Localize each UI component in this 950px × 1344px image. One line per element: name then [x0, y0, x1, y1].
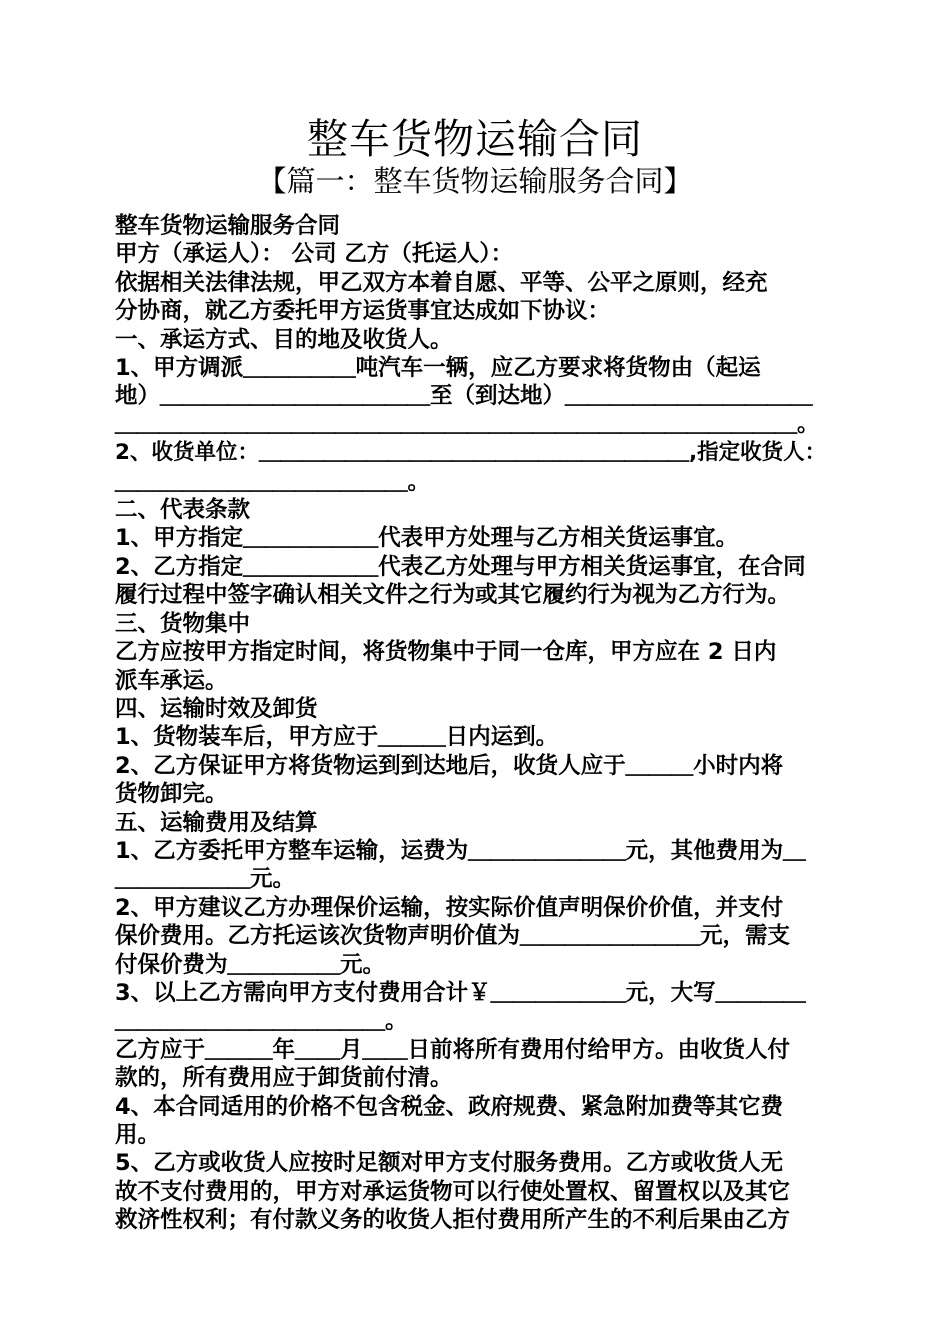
- clause-line: 乙方应按甲方指定时间，将货物集中于同一仓库，甲方应在 2 日内: [115, 639, 777, 666]
- clause-line: 3、以上乙方需向甲方支付费用合计￥＿＿＿＿＿＿元，大写＿＿＿＿: [115, 979, 806, 1006]
- document-title: 整车货物运输合同: [307, 115, 643, 163]
- clause-line: 救济性权利；有付款义务的收货人拒付费用所产生的不利后果由乙方: [115, 1207, 791, 1234]
- clause-line: ＿＿＿＿＿＿＿＿＿＿＿＿。: [115, 1008, 408, 1035]
- clause-line: 履行过程中签字确认相关文件之行为或其它履约行为视为乙方行为。: [115, 582, 791, 609]
- clause-line: 1、乙方委托甲方整车运输，运费为＿＿＿＿＿＿＿元，其他费用为＿: [115, 837, 806, 864]
- clause-heading: 一、承运方式、目的地及收货人。: [115, 326, 453, 353]
- clause-line: ＿＿＿＿＿＿＿＿＿＿＿＿＿。: [115, 468, 431, 495]
- clause-line: 1、甲方调派＿＿＿＿＿吨汽车一辆，应乙方要求将货物由（起运: [115, 355, 761, 382]
- paragraph-line: 分协商，就乙方委托甲方运货事宜达成如下协议：: [115, 298, 611, 325]
- clause-line: 2、收货单位：＿＿＿＿＿＿＿＿＿＿＿＿＿＿＿＿＿＿＿＿,指定收货人：: [115, 440, 827, 466]
- clause-line: ＿＿＿＿＿＿＿＿＿＿＿＿＿＿＿＿＿＿＿＿＿＿＿＿＿＿＿＿＿＿＿。: [115, 411, 820, 437]
- clause-heading: 四、运输时效及卸货: [115, 695, 318, 722]
- clause-line: 4、本合同适用的价格不包含税金、政府规费、紧急附加费等其它费: [115, 1093, 784, 1120]
- clause-heading: 五、运输费用及结算: [115, 809, 318, 836]
- clause-line: 保价费用。乙方托运该次货物声明价值为＿＿＿＿＿＿＿＿元，需支: [115, 923, 791, 950]
- clause-line: ＿＿＿＿＿＿元。: [115, 866, 296, 893]
- clause-line: 5、乙方或收货人应按时足额对甲方支付服务费用。乙方或收货人无: [115, 1150, 784, 1177]
- clause-line: 2、乙方保证甲方将货物运到到达地后，收货人应于＿＿＿小时内将: [115, 752, 784, 779]
- section-heading: 整车货物运输服务合同: [115, 213, 341, 239]
- clause-line: 用。: [115, 1122, 161, 1148]
- clause-line: 2、甲方建议乙方办理保价运输，按实际价值声明保价价值，并支付: [115, 894, 784, 921]
- clause-heading: 三、货物集中: [115, 610, 251, 637]
- clause-heading: 二、代表条款: [115, 497, 251, 524]
- clause-line: 货物卸完。: [115, 781, 228, 808]
- clause-line: 2、乙方指定＿＿＿＿＿＿代表乙方处理与甲方相关货运事宜，在合同: [115, 553, 806, 580]
- clause-line: 故不支付费用的，甲方对承运货物可以行使处置权、留置权以及其它: [115, 1178, 791, 1205]
- clause-line: 地）＿＿＿＿＿＿＿＿＿＿＿＿至（到达地）＿＿＿＿＿＿＿＿＿＿＿: [115, 383, 813, 410]
- clause-line: 付保价费为＿＿＿＿＿元。: [115, 951, 386, 978]
- contract-body: [115, 212, 833, 1235]
- clause-line: 1、甲方指定＿＿＿＿＿＿代表甲方处理与乙方相关货运事宜。: [115, 525, 739, 552]
- clause-line: 款的，所有费用应于卸货前付清。: [115, 1065, 453, 1092]
- document-subtitle: 【篇一：整车货物运输服务合同】: [257, 164, 693, 198]
- clause-line: 乙方应于＿＿＿年＿＿月＿＿日前将所有费用付给甲方。由收货人付: [115, 1036, 791, 1063]
- paragraph-line: 依据相关法律法规，甲乙双方本着自愿、平等、公平之原则，经充: [115, 269, 768, 296]
- clause-line: 1、货物装车后，甲方应于＿＿＿日内运到。: [115, 724, 559, 751]
- parties-line: 甲方（承运人）： 公司 乙方（托运人）：: [115, 241, 514, 268]
- clause-line: 派车承运。: [115, 667, 228, 694]
